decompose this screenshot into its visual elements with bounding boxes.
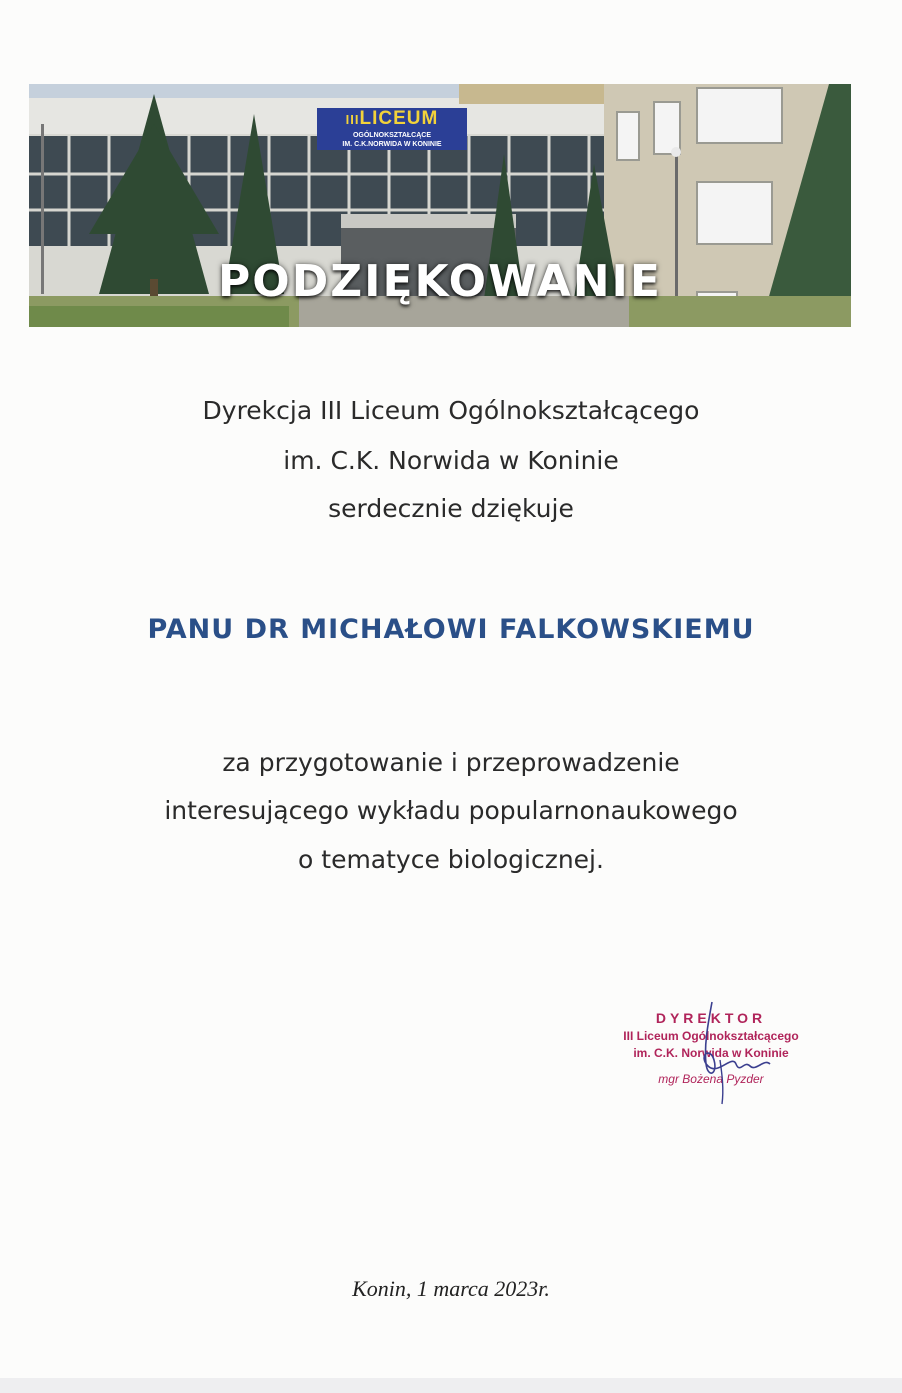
school-building-photo	[29, 84, 851, 327]
intro-line-3: serdecznie dziękuje	[328, 494, 574, 523]
recipient-name: PANU DR MICHAŁOWI FALKOWSKIEMU	[147, 614, 755, 645]
stamp-line-2: im. C.K. Norwida w Koninie	[633, 1046, 789, 1060]
school-sign	[317, 108, 467, 150]
handwritten-signature	[684, 994, 794, 1109]
banner-title: PODZIĘKOWANIE	[218, 256, 662, 307]
intro-line-1: Dyrekcja III Liceum Ogólnokształcącego	[202, 396, 700, 425]
stamp-line-1: III Liceum Ogólnokształcącego	[623, 1029, 799, 1043]
reason-line-1: za przygotowanie i przeprowadzenie	[222, 748, 680, 777]
stamp-title: DYREKTOR	[655, 1010, 767, 1026]
reason-line-3: o tematyce biologicznej.	[298, 845, 604, 874]
bottom-edge	[0, 1378, 902, 1393]
reason-line-2: interesującego wykładu popularnonaukowego	[164, 796, 738, 825]
sign-main: LICEUM	[359, 108, 439, 129]
sign-prefix: III	[345, 112, 360, 127]
sign-subline-2: IM. C.K.NORWIDA W KONINIE	[342, 141, 442, 148]
intro-line-2: im. C.K. Norwida w Koninie	[283, 446, 619, 475]
issue-date: Konin, 1 marca 2023r.	[352, 1276, 550, 1301]
sign-subline-1: OGÓLNOKSZTAŁCĄCE	[352, 132, 432, 139]
stamp-name: mgr Bożena Pyzder	[658, 1072, 764, 1086]
